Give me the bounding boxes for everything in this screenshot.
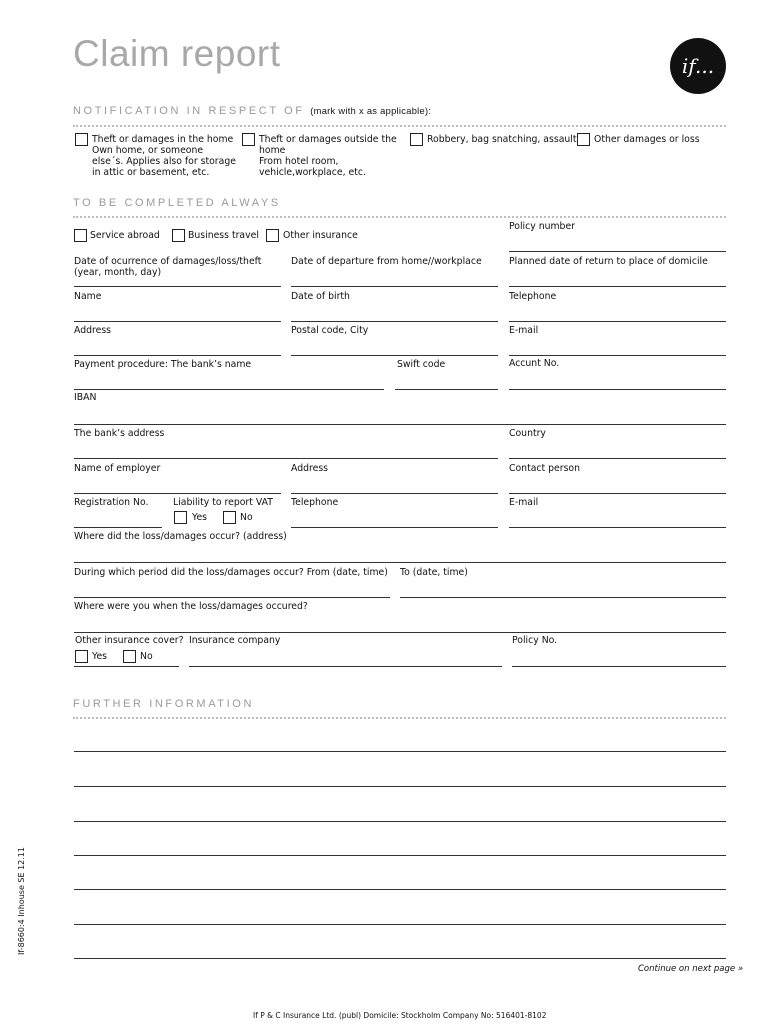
- bank-address-field[interactable]: [74, 458, 498, 459]
- telephone-label: Telephone: [509, 291, 557, 302]
- payment-bank-label: Payment procedure: The bank’s name: [74, 359, 252, 370]
- date-occurrence-field[interactable]: [74, 286, 281, 287]
- option-robbery: Robbery, bag snatching, assault: [427, 134, 577, 145]
- option-other-damages: Other damages or loss: [594, 134, 700, 145]
- type-other-insurance: Other insurance: [283, 230, 358, 241]
- type-business-travel: Business travel: [188, 230, 259, 241]
- employer-name-label: Name of employer: [74, 463, 161, 474]
- further-line[interactable]: [74, 786, 726, 787]
- employer-name-field[interactable]: [74, 493, 281, 494]
- continue-note: Continue on next page »: [638, 964, 744, 974]
- if-logo: if...: [670, 38, 726, 94]
- checkbox-business-travel[interactable]: [172, 229, 185, 242]
- notification-note: (mark with x as applicable):: [310, 106, 432, 116]
- period-to-field[interactable]: [400, 597, 726, 598]
- further-line[interactable]: [74, 751, 726, 752]
- employer-telephone-field[interactable]: [291, 527, 498, 528]
- checkbox-cover-yes[interactable]: [75, 650, 88, 663]
- date-of-birth-label: Date of birth: [291, 291, 350, 302]
- checkbox-robbery[interactable]: [410, 133, 423, 146]
- always-heading: TO BE COMPLETED ALWAYS: [73, 197, 281, 209]
- page-title: Claim report: [73, 33, 281, 74]
- registration-no-label: Registration No.: [74, 497, 149, 508]
- email-label: E-mail: [509, 325, 539, 336]
- checkbox-cover-no[interactable]: [123, 650, 136, 663]
- email-field[interactable]: [509, 355, 726, 356]
- checkbox-service-abroad[interactable]: [74, 229, 87, 242]
- other-cover-label: Other insurance cover?: [75, 635, 184, 646]
- further-line[interactable]: [74, 924, 726, 925]
- address-field[interactable]: [74, 355, 281, 356]
- where-were-you-label: Where were you when the loss/damages occured?: [74, 601, 308, 612]
- bank-address-label: The bank’s address: [74, 428, 165, 439]
- account-no-label: Accunt No.: [509, 358, 560, 369]
- checkbox-other-insurance[interactable]: [266, 229, 279, 242]
- notification-heading: NOTIFICATION IN RESPECT OF (mark with x as applicable):: [73, 105, 432, 117]
- date-occurrence-label: Date of ocurrence of damages/loss/theft (year, month, day): [74, 256, 262, 279]
- employer-address-field[interactable]: [291, 493, 498, 494]
- footer-company-info: If P & C Insurance Ltd. (publ) Domicile: Stockholm Company No: 516401-8102: [253, 1011, 547, 1020]
- checkbox-theft-home[interactable]: [75, 133, 88, 146]
- further-line[interactable]: [74, 821, 726, 822]
- employer-telephone-label: Telephone: [291, 497, 339, 508]
- further-heading: FURTHER INFORMATION: [73, 698, 254, 710]
- checkbox-theft-outside[interactable]: [242, 133, 255, 146]
- name-field[interactable]: [74, 321, 281, 322]
- vat-liability-label: Liability to report VAT: [173, 497, 273, 508]
- employer-email-label: E-mail: [509, 497, 539, 508]
- country-label: Country: [509, 428, 546, 439]
- option-theft-home: Theft or damages in the home Own home, or someone else´s. Applies also for storage in attic or basement, etc.: [92, 134, 236, 179]
- employer-email-field[interactable]: [509, 527, 726, 528]
- form-code: If-8660:4 Inhouse SE 12.11: [17, 847, 26, 955]
- where-occur-field[interactable]: [74, 562, 726, 563]
- vat-no-label: No: [240, 512, 253, 523]
- other-cover-field: [74, 666, 179, 667]
- name-label: Name: [74, 291, 102, 302]
- vat-yes-label: Yes: [192, 512, 208, 523]
- bank-name-field[interactable]: [74, 389, 384, 390]
- postal-code-label: Postal code, City: [291, 325, 369, 336]
- planned-return-label: Planned date of return to place of domicile: [509, 256, 708, 267]
- address-label: Address: [74, 325, 112, 336]
- postal-code-field[interactable]: [291, 355, 498, 356]
- date-of-birth-field[interactable]: [291, 321, 498, 322]
- checkbox-other-damages[interactable]: [577, 133, 590, 146]
- period-to-label: To (date, time): [400, 567, 468, 578]
- swift-code-label: Swift code: [397, 359, 446, 370]
- date-departure-field[interactable]: [291, 286, 498, 287]
- section-divider: [73, 216, 726, 218]
- registration-no-field[interactable]: [74, 527, 162, 528]
- telephone-field[interactable]: [509, 321, 726, 322]
- checkbox-vat-no[interactable]: [223, 511, 236, 524]
- contact-person-label: Contact person: [509, 463, 580, 474]
- type-service-abroad: Service abroad: [90, 230, 160, 241]
- policy-no-field[interactable]: [512, 666, 726, 667]
- period-from-field[interactable]: [74, 597, 390, 598]
- period-from-label: During which period did the loss/damages occur? From (date, time): [74, 567, 388, 578]
- section-divider: [73, 717, 726, 719]
- option-theft-outside: Theft or damages outside the home From hotel room, vehicle,workplace, etc.: [259, 134, 397, 179]
- employer-address-label: Address: [291, 463, 329, 474]
- cover-no-label: No: [140, 651, 153, 662]
- further-line[interactable]: [74, 889, 726, 890]
- account-no-field[interactable]: [509, 389, 726, 390]
- iban-label: IBAN: [74, 392, 97, 403]
- date-departure-label: Date of departure from home//workplace: [291, 256, 482, 267]
- checkbox-vat-yes[interactable]: [174, 511, 187, 524]
- planned-return-field[interactable]: [509, 286, 726, 287]
- policy-number-label: Policy number: [509, 221, 575, 232]
- section-divider: [73, 125, 726, 127]
- where-were-you-field[interactable]: [74, 632, 726, 633]
- swift-code-field[interactable]: [395, 389, 498, 390]
- cover-yes-label: Yes: [92, 651, 108, 662]
- policy-no-label: Policy No.: [512, 635, 558, 646]
- contact-person-field[interactable]: [509, 493, 726, 494]
- further-line[interactable]: [74, 855, 726, 856]
- insurance-company-field[interactable]: [189, 666, 502, 667]
- policy-number-field[interactable]: [509, 251, 726, 252]
- country-field[interactable]: [509, 458, 726, 459]
- insurance-company-label: Insurance company: [189, 635, 281, 646]
- iban-field[interactable]: [74, 424, 726, 425]
- further-line[interactable]: [74, 958, 726, 959]
- where-occur-label: Where did the loss/damages occur? (address): [74, 531, 287, 542]
